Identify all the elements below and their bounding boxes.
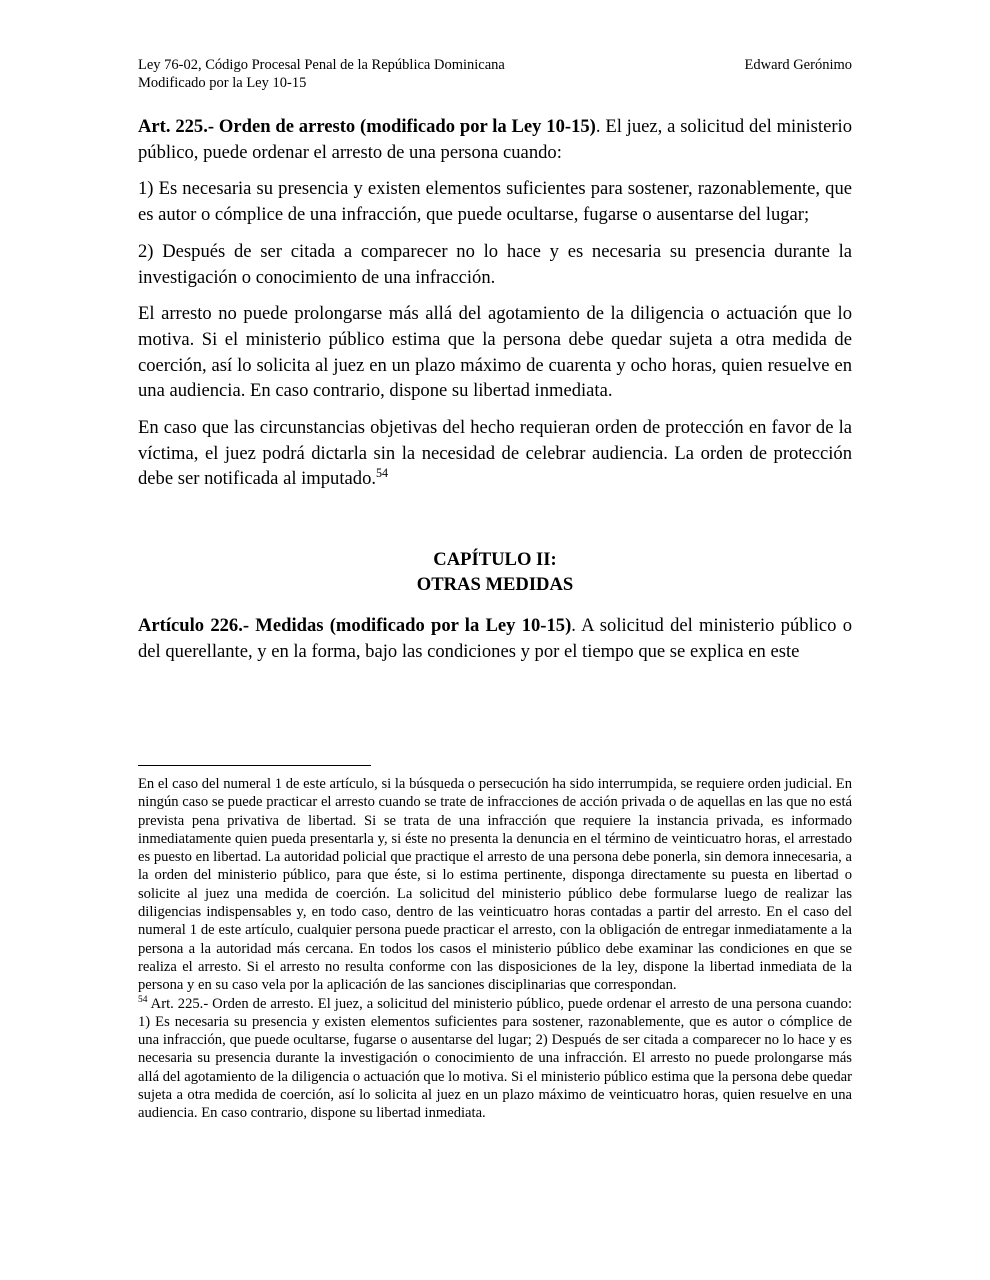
footnote-54-number: 54 xyxy=(138,994,148,1005)
art226-text: . A solicitud del ministerio público o del querellante, y en la forma, bajo las condiciones y por el tiempo que se explica en este xyxy=(138,615,852,662)
art225-item-2: 2) Después de ser citada a comparecer no lo hace y es necesaria su presencia durante la investigación o conocimiento de una infracción. xyxy=(138,240,852,288)
footnote-ref-54[interactable]: 54 xyxy=(376,466,389,481)
art225-protection-text: En caso que las circunstancias objetivas del hecho requieran orden de protección en favor de la víctima, el juez podrá dictarla sin la necesidad de celebrar audiencia. La orden de protección debe ser notificada al imputado. xyxy=(138,417,852,490)
art225-intro: . El juez, a solicitud del ministerio público, puede ordenar el arresto de una persona cuando: xyxy=(138,116,852,163)
running-header xyxy=(138,56,852,92)
footnote-continued: En el caso del numeral 1 de este artículo, si la búsqueda o persecución ha sido interrumpida, se requiere orden judicial. En ningún caso se puede practicar el arresto cuando se trate de infracciones de acción privada o de aquellas en las que no está prevista pena privativa de libertad. Si se trata de una infracción que requiere la instancia privada, es informado inmediatamente quien pueda presentarla y, si éste no presenta la denuncia en el término de veinticuatro horas, el arrestado es puesto en libertad. La autoridad policial que practique el arresto de una persona debe ponerla, sin demora innecesaria, a la orden del ministerio público, para que éste, si lo estima pertinente, disponga directamente su puesta en libertad o solicite al juez una medida de coerción. La solicitud del ministerio público debe formularse luego de realizar las diligencias indispensables y, en todo caso, dentro de las veinticuatro horas contadas a partir del arresto. En el caso del numeral 1 de este artículo, cualquier persona puede practicar el arresto, con la obligación de entregar inmediatamente a la persona a la autoridad más cercana. En todos los casos el ministerio público debe examinar las condiciones en que se realiza el arresto. Si el arresto no resulta conforme con las disposiciones de la ley, dispone la libertad inmediata de la persona y en su caso vela por la aplicación de las sanciones disciplinarias que correspondan. xyxy=(138,776,852,994)
art225-title: Art. 225.- Orden de arresto (modificado por la Ley 10-15) xyxy=(138,116,596,137)
art225-item-1: 1) Es necesaria su presencia y existen elementos suficientes para sostener, razonablemente, que es autor o cómplice de una infracción, que puede ocultarse, fugarse o ausentarse del lugar; xyxy=(138,178,852,226)
art225-paragraph-arrest-duration: El arresto no puede prolongarse más allá del agotamiento de la diligencia o actuación que lo motiva. Si el ministerio público estima que la persona debe quedar sujeta a otra medida de coerción, así lo solicita al juez en un plazo máximo de cuarenta y ocho horas, quien resuelve en una audiencia. En caso contrario, dispone su libertad inmediata. xyxy=(138,303,852,402)
art226-title: Artículo 226.- Medidas (modificado por la Ley 10-15) xyxy=(138,615,572,637)
chapter-number: CAPÍTULO II: xyxy=(433,549,557,571)
page-content xyxy=(138,56,852,665)
header-author: Edward Gerónimo xyxy=(744,57,852,73)
footnote-separator xyxy=(138,765,371,766)
footnote-54 xyxy=(138,995,852,1123)
footnote-54-text: Art. 225.- Orden de arresto. El juez, a solicitud del ministerio público, puede ordenar el arresto de una persona cuando: 1) Es necesaria su presencia y existen elementos suficientes para sostener, razonablemente, que es autor o cómplice de una infracción, que puede ocultarse, fugarse o ausentarse del lugar; 2) Después de ser citada a comparecer no lo hace y es necesaria su presencia durante la investigación o conocimiento de una infracción. El arresto no puede prolongarse más allá del agotamiento de la diligencia o actuación que lo motiva. Si el ministerio público estima que la persona debe quedar sujeta a otra medida de coerción, así lo solicita al juez en un plazo máximo de veinticuatro horas, quien resuelve en una audiencia. En caso contrario, dispone su libertad inmediata. xyxy=(138,995,852,1122)
header-law-title: Ley 76-02, Código Procesal Penal de la República Dominicana xyxy=(138,57,505,73)
footnotes xyxy=(138,775,852,1123)
art226-paragraph xyxy=(138,613,852,664)
header-modification: Modificado por la Ley 10-15 xyxy=(138,75,307,91)
chapter-title: OTRAS MEDIDAS xyxy=(416,574,574,596)
art225-paragraph xyxy=(138,114,852,165)
chapter-heading xyxy=(138,547,852,597)
art225-paragraph-protection xyxy=(138,415,852,492)
